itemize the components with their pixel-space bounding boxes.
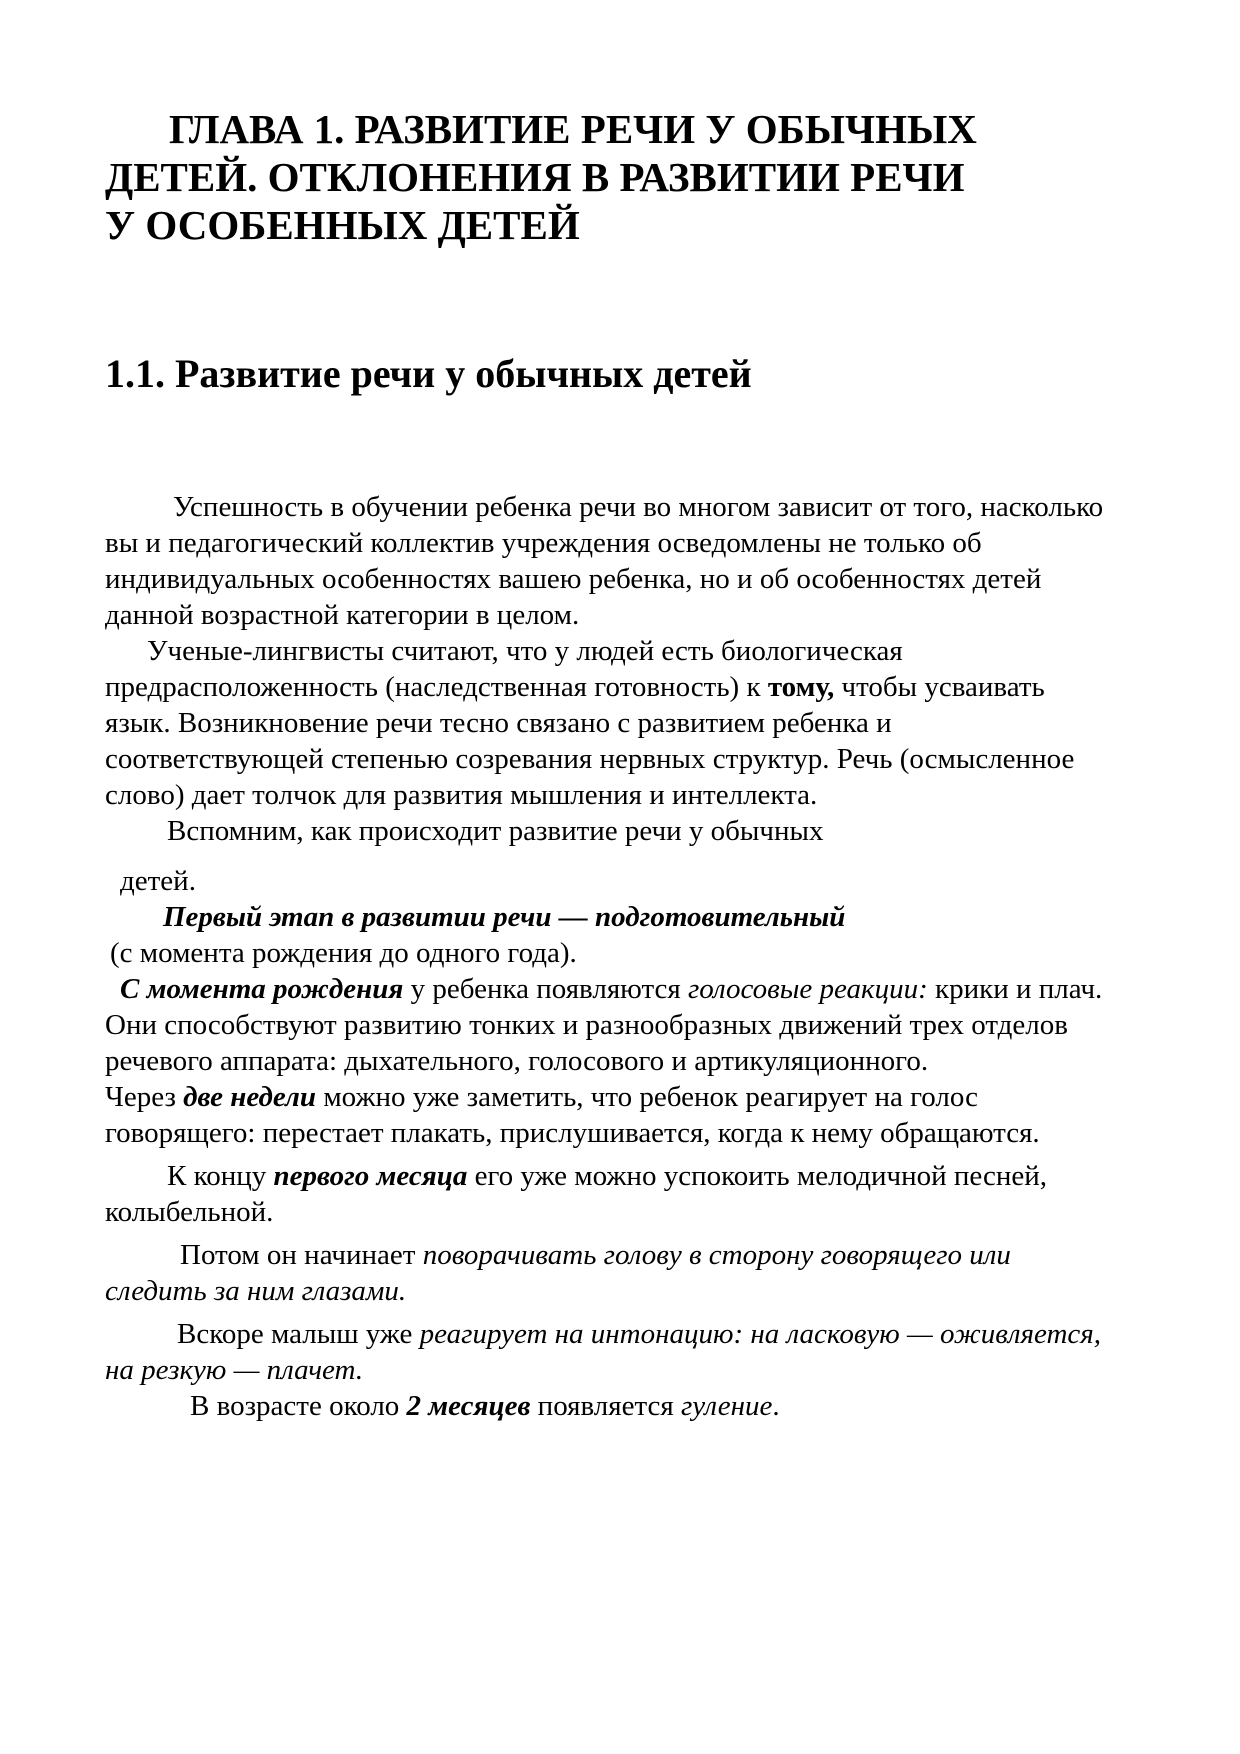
text-run-bold-italic: Первый этап в развитии речи — подготовительный [163, 901, 846, 933]
paragraph-linguists [105, 633, 1117, 813]
paragraph-first-stage [105, 899, 1117, 935]
paragraph-recall [105, 813, 1117, 849]
text-run: Успешность в обучении ребенка речи во многом зависит от того, насколько вы и педагогический коллектив учреждения осведомлены не только об индивидуальных особенностях вашею ребенка, но и об особенностях детей данной возрастной категории в целом. [105, 491, 1104, 631]
section-heading: 1.1. Развитие речи у обычных детей [105, 351, 752, 396]
text-run: появляется [530, 1390, 681, 1422]
text-run: его уже можно успокоить мелодичной песней, колыбельной. [105, 1160, 1048, 1228]
chapter-heading [105, 105, 1140, 249]
text-run: крики и плач. Они способствуют развитию тонких и разнообразных движений трех отделов речевого аппарата: дыхательного, голосового и артикуляционного. [105, 973, 1103, 1077]
text-run: у ребенка появляются [403, 973, 688, 1005]
paragraph-turns-head [105, 1237, 1117, 1309]
text-run: детей. [120, 865, 196, 897]
text-run: К концу [167, 1160, 274, 1192]
text-run-italic: реагирует на интонацию: на ласковую — оживляется, на резкую — плачет. [105, 1318, 1102, 1386]
paragraph-birth-to-year [105, 935, 1117, 971]
text-run: . [772, 1390, 780, 1422]
paragraph-from-birth [105, 971, 1117, 1079]
paragraph-intonation [105, 1316, 1117, 1388]
text-run: Вскоре малыш уже [177, 1318, 420, 1350]
chapter-heading-line: ДЕТЕЙ. ОТКЛОНЕНИЯ В РАЗВИТИИ РЕЧИ [105, 154, 965, 200]
text-run: Вспомним, как происходит развитие речи у обычных [167, 815, 824, 847]
text-run-bold: тому, [767, 671, 835, 703]
text-run: Через [105, 1081, 184, 1113]
text-run: можно уже заметить, что ребенок реагирует на голос говорящего: перестает плакать, прислушивается, когда к нему обращаются. [105, 1081, 1040, 1149]
text-run: чтобы усваивать язык. Возникновение речи тесно связано с развитием ребенка и соответствующей степенью созревания нервных структур. Речь (осмысленное слово) дает толчок для развития мышления и интеллекта. [105, 671, 1075, 811]
text-run: В возрасте около [190, 1390, 407, 1422]
chapter-heading-line: У ОСОБЕННЫХ ДЕТЕЙ [105, 202, 580, 248]
text-run: (с момента рождения до одного года). [110, 937, 577, 969]
text-run: Потом он начинает [180, 1239, 423, 1271]
paragraph-children [105, 863, 1117, 899]
chapter-heading-line: ГЛАВА 1. РАЗВИТИЕ РЕЧИ У ОБЫЧНЫХ [169, 106, 977, 152]
body-text [105, 489, 1117, 1424]
text-run-italic: поворачивать голову в сторону говорящего или следить за ним глазами. [105, 1239, 1011, 1307]
text-run-bold-italic: С момента рождения [120, 973, 404, 1005]
paragraph-first-month [105, 1158, 1117, 1230]
paragraph-two-weeks [105, 1079, 1117, 1151]
text-run-bold-italic: первого месяца [273, 1160, 468, 1192]
paragraph-two-months [105, 1388, 1117, 1424]
text-run-italic: голосовые реакции: [687, 973, 928, 1005]
text-run-bold-italic: две недели [183, 1081, 317, 1113]
text-run-italic: гуление [680, 1390, 773, 1422]
text-run: Ученые-лингвисты считают, что у людей есть биологическая предрасположенность (наследственная готовность) к [105, 635, 903, 703]
text-run-bold-italic: 2 месяцев [406, 1390, 531, 1422]
paragraph-success [105, 489, 1117, 633]
